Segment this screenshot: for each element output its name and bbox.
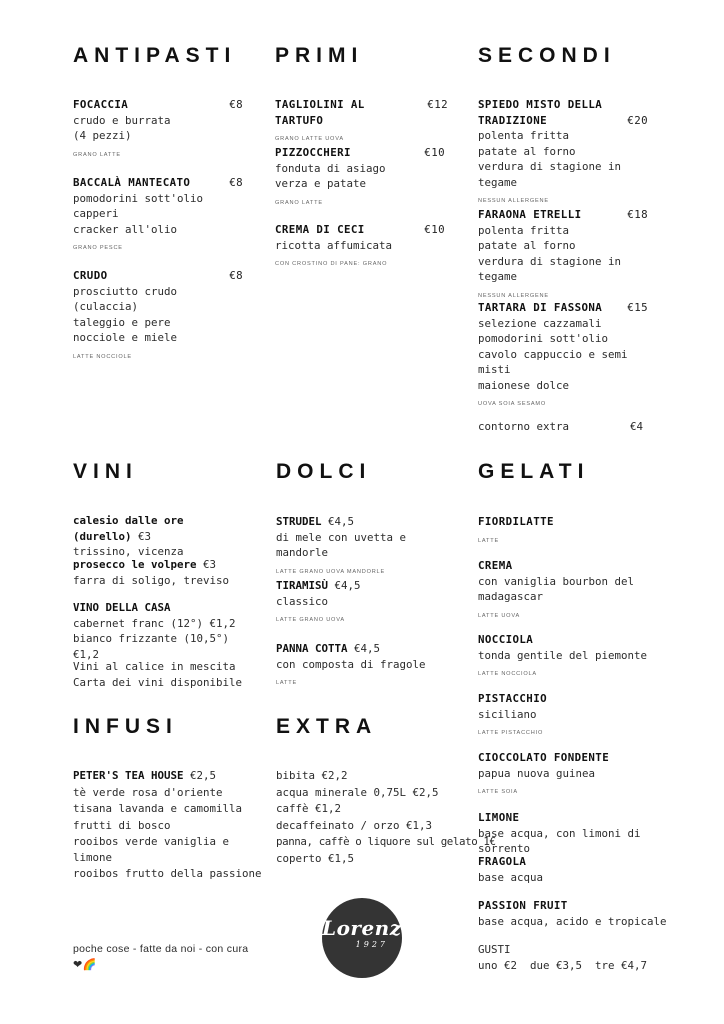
item-name: TARTARA DI FASSONA	[478, 301, 603, 314]
gelato-description: base acqua	[478, 870, 544, 884]
allergen-list: UOVA SOIA SESAMO	[478, 401, 547, 407]
extra-item: bibita €2,2	[276, 769, 348, 782]
tea-brand: PETER'S TEA HOUSE	[73, 769, 184, 782]
gusti-prices: uno €2 due €3,5 tre €4,7	[478, 958, 648, 972]
gelato-pistacchio	[478, 691, 658, 742]
primi-title: PRIMI	[275, 44, 364, 67]
item-description: patate al forno	[478, 239, 576, 252]
item-description: cavolo cappuccio e semi misti	[478, 347, 628, 376]
contorno-extra	[478, 419, 643, 435]
allergen-list: LATTE GRANO UOVA	[276, 617, 345, 623]
menu-item-spiedo	[478, 97, 648, 210]
item-name: CREMA DI CECI	[275, 223, 365, 236]
allergen-list: LATTE	[276, 680, 297, 686]
logo-wordmark: Lorenzi	[322, 916, 410, 940]
item-description: (4 pezzi)	[73, 129, 132, 142]
allergen-list: LATTE	[478, 537, 499, 544]
tea-flavor: tisana lavanda e camomilla	[73, 802, 243, 815]
item-description: crudo e burrata	[73, 113, 171, 127]
tea-price: €2,5	[190, 769, 217, 782]
lorenzi-logo	[322, 898, 410, 978]
tagline-text: poche cose - fatte da noi - con cura	[73, 943, 249, 955]
extra-item: caffè €1,2	[276, 802, 342, 815]
vini-title: VINI	[73, 460, 138, 483]
item-description: verdura di stagione in tegame	[478, 160, 622, 189]
dessert-strudel	[276, 514, 456, 580]
item-description: ricotta affumicata	[275, 238, 393, 252]
menu-item-crudo	[73, 268, 243, 365]
wine-name: calesio dalle ore (durello)	[73, 514, 184, 543]
item-description: fonduta di asiago	[275, 161, 386, 175]
item-description: patate al forno	[478, 144, 576, 158]
dessert-name: STRUDEL	[276, 515, 322, 528]
dessert-price: €4,5	[354, 642, 381, 655]
gelato-fragola	[478, 854, 658, 885]
wine-note: Carta dei vini disponibile	[73, 675, 243, 689]
wine-notes	[73, 659, 248, 690]
extra-item: decaffeinato / orzo €1,3	[276, 818, 433, 832]
allergen-list: LATTE NOCCIOLE	[73, 353, 132, 360]
wine-item-calesio	[73, 513, 248, 560]
gelato-name: PASSION FRUIT	[478, 899, 568, 912]
dessert-price: €4,5	[334, 579, 361, 592]
gelato-name: PISTACCHIO	[478, 692, 548, 705]
allergen-list: NESSUN ALLERGENE	[478, 292, 549, 299]
item-price: €8	[229, 98, 243, 111]
wine-name: VINO DELLA CASA	[73, 601, 171, 614]
gelato-description: papua nuova guinea	[478, 766, 596, 780]
gelato-passion-fruit	[478, 898, 678, 929]
item-price: €8	[229, 176, 243, 189]
item-price: €12	[427, 98, 448, 111]
wine-option: bianco frizzante (10,5°) €1,2	[73, 632, 230, 661]
gelato-name: FRAGOLA	[478, 855, 527, 868]
gelato-description: tonda gentile del piemonte	[478, 648, 648, 662]
gelato-description: madagascar	[478, 590, 544, 603]
item-description: pomodorini sott'olio	[478, 332, 609, 345]
menu-item-faraona	[478, 207, 648, 304]
wine-item-vino-casa	[73, 600, 248, 662]
allergen-list: GRANO LATTE	[73, 151, 121, 158]
allergen-list: GRANO LATTE	[275, 199, 323, 206]
item-price: €10	[424, 223, 445, 236]
gelato-name: CREMA	[478, 559, 513, 572]
dolci-title: DOLCI	[276, 460, 372, 483]
wine-price: €3	[203, 558, 217, 571]
tea-flavor: frutti di bosco	[73, 818, 171, 832]
wine-origin: trissino, vicenza	[73, 545, 184, 558]
menu-item-focaccia	[73, 97, 243, 163]
menu-item-tagliolini	[275, 97, 448, 148]
extra-list	[276, 768, 496, 867]
item-name: TAGLIOLINI AL TARTUFO	[275, 98, 365, 127]
infusi-list	[73, 768, 263, 882]
gusti-label: GUSTI	[478, 943, 511, 956]
antipasti-title: ANTIPASTI	[73, 44, 237, 67]
gelato-name: NOCCIOLA	[478, 633, 534, 646]
gelato-name: FIORDILATTE	[478, 515, 554, 528]
menu-item-pizzoccheri	[275, 145, 445, 211]
allergen-list: GRANO LATTE UOVA	[275, 136, 344, 142]
item-description: polenta fritta	[478, 129, 570, 142]
item-price: €18	[627, 208, 648, 221]
item-description: capperi	[73, 207, 119, 220]
wine-name: prosecco le volpere	[73, 558, 197, 571]
wine-item-prosecco	[73, 557, 248, 588]
item-description: verdura di stagione in tegame	[478, 254, 622, 283]
item-name: CRUDO	[73, 269, 108, 282]
gelato-description: base acqua, acido e tropicale	[478, 914, 667, 928]
gelato-cioccolato	[478, 750, 658, 801]
gelato-description: siciliano	[478, 707, 537, 721]
gelato-limone	[478, 810, 678, 857]
allergen-list: LATTE GRANO UOVA MANDORLE	[276, 568, 385, 575]
item-price: €10	[424, 146, 445, 159]
gelato-description: con vaniglia bourbon del	[478, 574, 635, 588]
tea-flavor: rooibos verde vaniglia e limone	[73, 835, 230, 864]
gelato-name: LIMONE	[478, 811, 520, 824]
item-name: PIZZOCCHERI	[275, 146, 351, 159]
extra-item: acqua minerale 0,75L €2,5	[276, 785, 439, 799]
secondi-title: SECONDI	[478, 44, 616, 67]
extra-title: EXTRA	[276, 715, 378, 738]
item-name: FOCACCIA	[73, 98, 129, 111]
allergen-list: CON CROSTINO DI PANE: GRANO	[275, 261, 388, 267]
infusi-title: INFUSI	[73, 715, 178, 738]
tea-flavor: rooibos frutto della passione	[73, 867, 262, 880]
dessert-description: classico	[276, 594, 329, 608]
gelato-name: CIOCCOLATO FONDENTE	[478, 751, 610, 764]
item-description: nocciole e miele	[73, 331, 178, 344]
dessert-description: con composta di fragole	[276, 657, 426, 671]
gelato-crema	[478, 558, 658, 624]
gelato-gusti	[478, 942, 678, 973]
gelati-title: GELATI	[478, 460, 590, 483]
footer-tagline	[73, 942, 273, 973]
dessert-name: PANNA COTTA	[276, 642, 348, 655]
extra-item: panna, caffè o liquore sul gelato 1€	[276, 835, 496, 848]
item-description: polenta fritta	[478, 223, 570, 237]
allergen-list: LATTE NOCCIOLA	[478, 671, 537, 677]
dessert-panna-cotta	[276, 641, 456, 692]
item-description: selezione cazzamali	[478, 316, 602, 330]
item-description: verza e patate	[275, 177, 367, 190]
dessert-price: €4,5	[328, 515, 355, 528]
item-description: maionese dolce	[478, 378, 570, 392]
gelato-nocciola	[478, 632, 658, 683]
allergen-list: LATTE PISTACCHIO	[478, 730, 544, 736]
wine-origin: farra di soligo, treviso	[73, 573, 230, 587]
extra-item: coperto €1,5	[276, 851, 355, 865]
item-price: €20	[627, 113, 648, 127]
menu-item-tartara	[478, 300, 648, 413]
item-price: €15	[627, 301, 648, 314]
item-description: cracker all'olio	[73, 222, 178, 236]
allergen-list: LATTE SOIA	[478, 789, 518, 795]
dessert-tiramisu	[276, 578, 456, 629]
item-name: SPIEDO MISTO DELLA TRADIZIONE	[478, 98, 603, 127]
contorno-label: contorno extra	[478, 420, 570, 433]
contorno-price: €4	[629, 420, 643, 433]
item-description: pomodorini sott'olio	[73, 191, 204, 205]
wine-option: cabernet franc (12°) €1,2	[73, 616, 236, 630]
item-description: prosciutto crudo (culaccia)	[73, 284, 178, 313]
heart-rainbow-icon: ❤🌈	[73, 958, 97, 971]
wine-price: €3	[138, 529, 152, 543]
dessert-description: di mele con uvetta e mandorle	[276, 530, 407, 559]
gelato-description: base acqua, con limoni di sorrento	[478, 826, 641, 855]
gelato-fiordilatte	[478, 514, 658, 549]
dessert-name: TIRAMISÙ	[276, 579, 329, 592]
item-name: BACCALÀ MANTECATO	[73, 176, 191, 189]
tea-flavor: tè verde rosa d'oriente	[73, 785, 223, 799]
item-description: taleggio e pere	[73, 315, 171, 329]
allergen-list: LATTE UOVA	[478, 612, 520, 619]
item-price: €8	[229, 269, 243, 282]
item-name: FARAONA ETRELLI	[478, 208, 582, 221]
menu-item-baccala	[73, 175, 243, 257]
allergen-list: NESSUN ALLERGENE	[478, 198, 549, 204]
allergen-list: GRANO PESCE	[73, 245, 123, 251]
logo-year: 1927	[355, 940, 388, 949]
menu-item-crema-ceci	[275, 222, 445, 273]
wine-note: Vini al calice in mescita	[73, 660, 236, 673]
